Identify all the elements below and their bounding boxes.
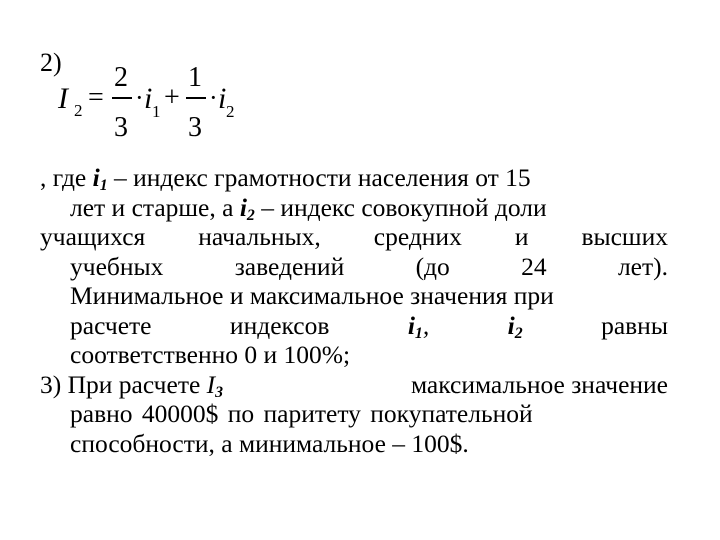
text-line-10: способности, а минимальное – 100$. bbox=[70, 428, 469, 458]
body-text bbox=[40, 163, 668, 458]
formula-sub2: 2 bbox=[226, 102, 235, 121]
formula-frac2-num: 1 bbox=[188, 62, 202, 93]
formula-frac1-den: 3 bbox=[114, 112, 128, 143]
text-line-2: лет и старше, а $i_2$ – индекс совокупной доли bbox=[70, 192, 547, 224]
formula-lhs-sub: 2 bbox=[74, 101, 83, 120]
var-i1-list: $i_1$, bbox=[407, 310, 430, 342]
var-i2: $i_2$ bbox=[239, 192, 255, 224]
formula-lhs-var: I bbox=[58, 82, 68, 115]
formula-var1: i bbox=[144, 82, 153, 115]
formula-plus: + bbox=[164, 82, 180, 113]
var-i2-list: $i_2$ bbox=[507, 310, 523, 342]
formula-sub1: 1 bbox=[152, 102, 161, 121]
text-line-4: учебных заведений (до 24 лет). bbox=[70, 251, 668, 281]
item-number-2: 2) bbox=[40, 48, 62, 77]
formula-frac1-num: 2 bbox=[114, 62, 128, 93]
formula-var2: i bbox=[218, 82, 227, 115]
text-line-6: расчете индексов $i_1$, $i_2$ равны bbox=[70, 310, 668, 342]
text-line-7: соответственно 0 и 100%; bbox=[70, 340, 351, 369]
text-line-8: 3) При расчете $I_3$ максимальное значение bbox=[40, 369, 668, 401]
text-line-3: учащихся начальных, средних и высших bbox=[40, 222, 668, 251]
formula-frac2-den: 3 bbox=[188, 112, 202, 143]
text-line-9: равно 40000$ по паритету покупательной bbox=[70, 399, 533, 428]
text-line-1: , где $i_1$ – индекс грамотности населения от 15 bbox=[40, 163, 531, 194]
formula-i2 bbox=[58, 60, 248, 144]
formula-dot-1: · bbox=[135, 83, 144, 112]
var-I3: $I_3$ bbox=[206, 369, 224, 401]
var-i1: $i_1$ bbox=[92, 163, 108, 194]
formula-equals: = bbox=[88, 82, 104, 113]
formula-dot-2: · bbox=[209, 83, 218, 112]
text-line-5: Минимальное и максимальное значения при bbox=[70, 281, 554, 310]
